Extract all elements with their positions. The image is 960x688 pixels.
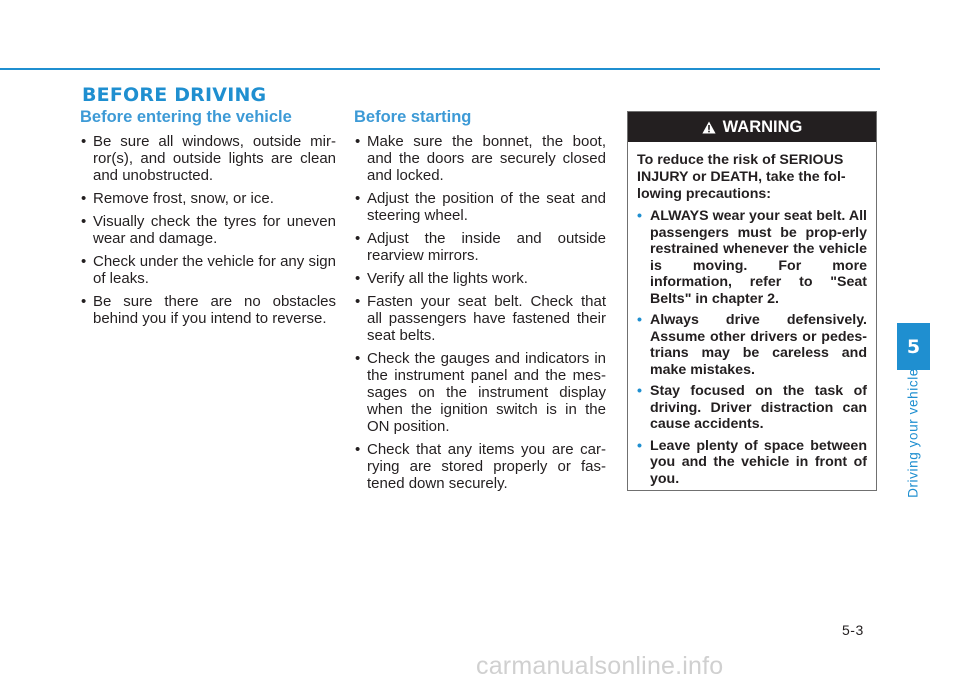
warning-header	[628, 112, 876, 142]
before-entering-heading: Before entering the vehicle	[80, 108, 292, 126]
watermark: carmanualsonline.info	[476, 652, 724, 680]
warning-item: • Stay focused on the task of driving. Driver distraction can cause accidents.	[637, 383, 867, 433]
before-entering-section	[80, 108, 336, 333]
list-item: • Make sure the bonnet, the boot, and the doors are securely closed and locked.	[354, 133, 606, 184]
chapter-tab: 5	[897, 323, 930, 370]
list-item: • Adjust the inside and outside rearview mirrors.	[354, 230, 606, 264]
warning-item: • Leave plenty of space between you and the vehicle in front of you.	[637, 438, 867, 488]
chapter-label: Driving your vehicle	[905, 368, 921, 498]
list-item: • Check under the vehicle for any sign of leaks.	[80, 253, 336, 287]
warning-list	[637, 208, 867, 487]
before-starting-list	[354, 133, 606, 492]
warning-triangle-icon	[702, 121, 716, 134]
page-number: 5-3	[842, 622, 864, 638]
list-item: • Check the gauges and indicators in the instrument panel and the mes-sages on the instrument display when the ignition switch is in the ON position.	[354, 350, 606, 435]
list-item: • Check that any items you are car-rying are stored properly or fas-tened down securely.	[354, 441, 606, 492]
warning-body	[628, 142, 876, 487]
section-title: BEFORE DRIVING	[82, 84, 267, 106]
list-item: • Be sure there are no obstacles behind you if you intend to reverse.	[80, 293, 336, 327]
before-starting-section	[354, 108, 606, 498]
list-item: • Be sure all windows, outside mir-ror(s), and outside lights are clean and unobstructed.	[80, 133, 336, 184]
list-item: • Visually check the tyres for uneven wear and damage.	[80, 213, 336, 247]
before-entering-list	[80, 133, 336, 327]
warning-box	[627, 111, 877, 491]
list-item: • Fasten your seat belt. Check that all passengers have fastened their seat belts.	[354, 293, 606, 344]
list-item: • Verify all the lights work.	[354, 270, 606, 287]
warning-intro: To reduce the risk of SERIOUS INJURY or DEATH, take the fol-lowing precautions:	[637, 152, 846, 202]
list-item: • Adjust the position of the seat and steering wheel.	[354, 190, 606, 224]
header-rule	[0, 68, 880, 70]
list-item: • Remove frost, snow, or ice.	[80, 190, 336, 207]
warning-item: • ALWAYS wear your seat belt. All passengers must be prop-erly restrained whenever the vehicle is moving. For more information, refer to "Seat Belts" in chapter 2.	[637, 208, 867, 307]
warning-title: WARNING	[722, 117, 803, 136]
warning-item: • Always drive defensively. Assume other drivers or pedes-trians may be careless and make mistakes.	[637, 312, 867, 378]
before-starting-heading: Before starting	[354, 108, 472, 126]
